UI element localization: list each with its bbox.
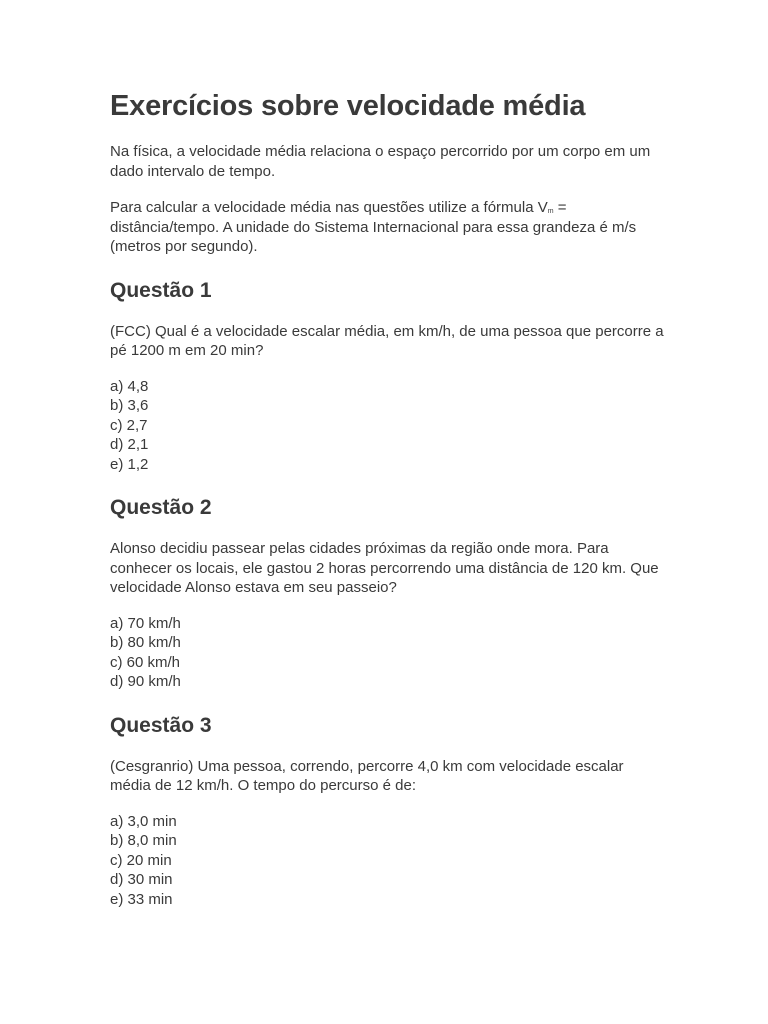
option-b: b) 80 km/h [110, 634, 181, 651]
intro-paragraph-1: Na física, a velocidade média relaciona o espaço percorrido por um corpo em um dado intervalo de tempo. [110, 143, 651, 180]
question-title: Questão 1 [110, 278, 212, 302]
page-title: Exercícios sobre velocidade média [110, 90, 586, 122]
question-2 [110, 493, 668, 692]
formula-subscript: m [547, 208, 554, 215]
answer-options [110, 377, 668, 475]
option-c: c) 60 km/h [110, 653, 181, 671]
option-d: d) 90 km/h [110, 673, 181, 690]
formula-text-before: Para calcular a velocidade média nas questões utilize a fórmula V [110, 199, 548, 216]
intro-paragraph-2 [110, 198, 668, 257]
option-c: c) 20 min [110, 851, 172, 869]
question-text: Alonso decidiu passear pelas cidades próximas da região onde mora. Para conhecer os locais, ele gastou 2 horas percorrendo uma distância de 120 km. Que velocidade Alonso estava em seu passeio? [110, 540, 659, 596]
option-a: a) 70 km/h [110, 614, 181, 632]
formula-text-after: = distância/tempo. A unidade do Sistema Internacional para essa grandeza é m/s (metros por segundo). [110, 199, 637, 255]
question-3 [110, 711, 668, 910]
option-a: a) 3,0 min [110, 812, 177, 830]
option-d: d) 30 min [110, 871, 173, 888]
option-b: b) 3,6 [110, 397, 149, 414]
answer-options [110, 812, 668, 910]
question-1 [110, 276, 668, 475]
option-a: a) 4,8 [110, 377, 149, 395]
option-c: c) 2,7 [110, 416, 148, 434]
answer-options [110, 614, 668, 692]
option-d: d) 2,1 [110, 436, 149, 453]
question-text: (FCC) Qual é a velocidade escalar média, em km/h, de uma pessoa que percorre a pé 1200 m em 20 min? [110, 322, 664, 359]
option-e: e) 33 min [110, 890, 173, 908]
question-text: (Cesgranrio) Uma pessoa, correndo, percorre 4,0 km com velocidade escalar média de 12 km/h. O tempo do percurso é de: [110, 757, 624, 794]
option-e: e) 1,2 [110, 455, 149, 473]
option-b: b) 8,0 min [110, 832, 177, 849]
question-title: Questão 2 [110, 496, 212, 519]
question-title: Questão 3 [110, 713, 212, 737]
